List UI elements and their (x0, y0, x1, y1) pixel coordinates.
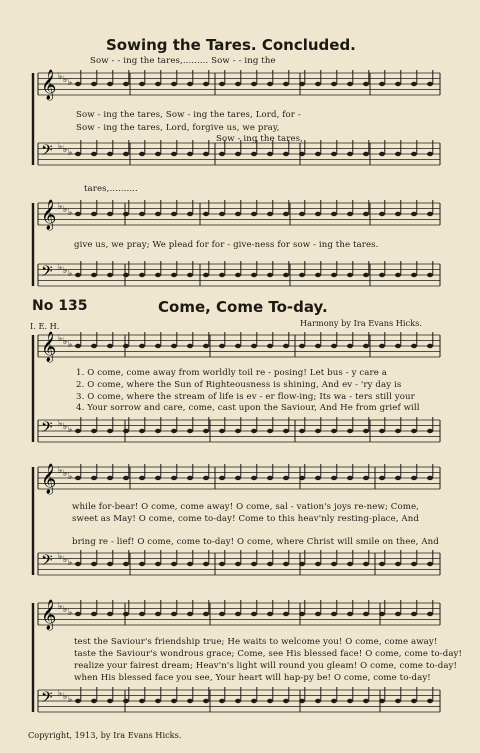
treble-clef-icon: 𝄞 (41, 332, 57, 362)
lyric-line: Sow - ing the tares, Lord, forgive us, we pray, (76, 123, 280, 133)
note-head (171, 612, 177, 616)
note-head (363, 212, 369, 216)
note-head (235, 699, 241, 703)
note-head (219, 82, 225, 86)
note-head (363, 152, 369, 156)
note-head (299, 82, 305, 86)
note-head (91, 344, 97, 348)
treble-clef-icon: 𝄞 (41, 600, 57, 630)
note-head (395, 562, 401, 566)
flat-icon: ♭ (63, 469, 68, 479)
note-head (267, 429, 273, 433)
note-head (251, 562, 257, 566)
note-head (91, 476, 97, 480)
flat-icon: ♭ (63, 337, 68, 347)
note-head (75, 612, 81, 616)
note-head (155, 612, 161, 616)
note-head (203, 82, 209, 86)
note-head (171, 344, 177, 348)
note-head (267, 152, 273, 156)
note-head (331, 82, 337, 86)
note-head (267, 273, 273, 277)
note-head (395, 476, 401, 480)
lyric-line: Sow - ing the tares, (216, 134, 304, 144)
note-head (347, 699, 353, 703)
note-head (155, 562, 161, 566)
note-head (91, 429, 97, 433)
note-head (283, 273, 289, 277)
note-head (411, 699, 417, 703)
note-head (187, 699, 193, 703)
note-head (283, 612, 289, 616)
note-head (203, 612, 209, 616)
note-head (107, 212, 113, 216)
note-head (379, 344, 385, 348)
note-head (331, 152, 337, 156)
note-head (427, 82, 433, 86)
section-title-come: Come, Come To-day. (158, 298, 328, 316)
note-head (331, 699, 337, 703)
note-head (283, 344, 289, 348)
note-head (427, 476, 433, 480)
note-head (315, 82, 321, 86)
flat-icon: ♭ (68, 148, 73, 158)
note-head (299, 476, 305, 480)
note-head (283, 562, 289, 566)
note-head (139, 212, 145, 216)
note-head (411, 476, 417, 480)
note-head (187, 152, 193, 156)
note-head (171, 562, 177, 566)
note-head (107, 562, 113, 566)
note-head (315, 152, 321, 156)
note-head (235, 476, 241, 480)
note-head (235, 612, 241, 616)
note-head (203, 212, 209, 216)
note-head (267, 82, 273, 86)
note-head (379, 429, 385, 433)
note-head (139, 476, 145, 480)
lyric-line: tares,.......... (84, 184, 138, 194)
flat-icon: ♭ (58, 689, 63, 699)
note-head (75, 562, 81, 566)
note-head (411, 429, 417, 433)
note-head (331, 273, 337, 277)
note-head (267, 562, 273, 566)
note-head (123, 476, 129, 480)
note-head (235, 152, 241, 156)
note-head (363, 82, 369, 86)
note-head (139, 273, 145, 277)
verse-line: 4. Your sorrow and care, come, cast upon the Saviour, And He from grief will (76, 403, 420, 413)
note-head (235, 82, 241, 86)
bass-clef-icon: 𝄢 (41, 552, 53, 573)
note-head (411, 562, 417, 566)
note-head (251, 273, 257, 277)
note-head (251, 429, 257, 433)
bass-clef-icon: 𝄢 (41, 689, 53, 710)
note-head (427, 429, 433, 433)
note-head (123, 612, 129, 616)
note-head (395, 82, 401, 86)
flat-icon: ♭ (63, 422, 68, 432)
note-head (427, 212, 433, 216)
note-head (203, 429, 209, 433)
note-head (427, 273, 433, 277)
note-head (379, 152, 385, 156)
note-head (91, 612, 97, 616)
note-head (363, 699, 369, 703)
note-head (187, 429, 193, 433)
note-head (187, 476, 193, 480)
flat-icon: ♭ (58, 466, 63, 476)
note-head (427, 562, 433, 566)
note-head (411, 344, 417, 348)
note-head (219, 699, 225, 703)
note-head (219, 152, 225, 156)
treble-clef-icon: 𝄞 (41, 200, 57, 230)
note-head (395, 612, 401, 616)
note-head (411, 273, 417, 277)
verse-line: test the Saviour's friendship true; He waits to welcome you! O come, come away! (74, 637, 438, 647)
note-head (75, 273, 81, 277)
note-head (347, 212, 353, 216)
flat-icon: ♭ (68, 558, 73, 568)
note-head (235, 562, 241, 566)
note-head (379, 562, 385, 566)
bass-clef-icon: 𝄢 (41, 142, 53, 163)
note-head (107, 273, 113, 277)
note-head (139, 429, 145, 433)
note-head (187, 562, 193, 566)
note-head (91, 273, 97, 277)
hymn-number: No 135 (32, 298, 88, 314)
note-head (171, 82, 177, 86)
note-head (187, 82, 193, 86)
flat-icon: ♭ (68, 695, 73, 705)
note-head (363, 562, 369, 566)
note-head (395, 429, 401, 433)
note-head (347, 429, 353, 433)
note-head (395, 152, 401, 156)
note-head (251, 699, 257, 703)
flat-icon: ♭ (68, 78, 73, 88)
treble-clef-icon: 𝄞 (41, 70, 57, 100)
note-head (395, 699, 401, 703)
note-head (299, 562, 305, 566)
lyric-line: give us, we pray; We plead for for - give-ness for sow - ing the tares. (74, 240, 379, 250)
note-head (411, 82, 417, 86)
note-head (91, 82, 97, 86)
note-head (219, 562, 225, 566)
note-head (219, 476, 225, 480)
note-head (235, 429, 241, 433)
note-head (363, 344, 369, 348)
note-head (123, 429, 129, 433)
flat-icon: ♭ (68, 425, 73, 435)
note-head (139, 82, 145, 86)
flat-icon: ♭ (63, 145, 68, 155)
verse-line: 2. O come, where the Sun of Righteousness is shining, And ev - 'ry day is (76, 380, 402, 390)
note-head (379, 612, 385, 616)
note-head (331, 212, 337, 216)
note-head (107, 82, 113, 86)
note-head (75, 476, 81, 480)
note-head (299, 273, 305, 277)
note-head (299, 699, 305, 703)
bass-clef-icon: 𝄢 (41, 419, 53, 440)
note-head (251, 476, 257, 480)
note-head (363, 476, 369, 480)
flat-icon: ♭ (63, 266, 68, 276)
note-head (107, 612, 113, 616)
note-head (315, 429, 321, 433)
note-head (283, 152, 289, 156)
flat-icon: ♭ (58, 602, 63, 612)
note-head (251, 82, 257, 86)
note-head (75, 82, 81, 86)
note-head (379, 699, 385, 703)
note-head (379, 82, 385, 86)
note-head (315, 612, 321, 616)
note-head (331, 612, 337, 616)
note-head (283, 429, 289, 433)
flat-icon: ♭ (63, 692, 68, 702)
note-head (283, 699, 289, 703)
copyright-notice: Copyright, 1913, by Ira Evans Hicks. (28, 730, 182, 740)
note-head (91, 699, 97, 703)
note-head (107, 344, 113, 348)
note-head (379, 212, 385, 216)
note-head (347, 344, 353, 348)
note-head (155, 82, 161, 86)
note-head (203, 152, 209, 156)
note-head (203, 699, 209, 703)
flat-icon: ♭ (58, 202, 63, 212)
note-head (267, 476, 273, 480)
harmony-credit: Harmony by Ira Evans Hicks. (300, 318, 422, 328)
note-head (363, 429, 369, 433)
note-head (411, 152, 417, 156)
note-head (123, 562, 129, 566)
note-head (155, 429, 161, 433)
note-head (139, 344, 145, 348)
note-head (203, 273, 209, 277)
flat-icon: ♭ (63, 605, 68, 615)
note-head (251, 152, 257, 156)
verse-line: 1. O come, come away from worldly toil re - posing! Let bus - y care a (76, 368, 387, 378)
note-head (107, 476, 113, 480)
flat-icon: ♭ (68, 269, 73, 279)
note-head (155, 344, 161, 348)
note-head (299, 152, 305, 156)
lyric-line: Sow - ing the tares, Sow - ing the tares, Lord, for - (76, 110, 301, 120)
verse-line: when His blessed face you see, Your heart will hap-py be! O come, come to-day! (74, 673, 431, 683)
flat-icon: ♭ (68, 472, 73, 482)
note-head (155, 212, 161, 216)
note-head (283, 82, 289, 86)
note-head (347, 612, 353, 616)
note-head (315, 273, 321, 277)
note-head (155, 152, 161, 156)
note-head (347, 476, 353, 480)
flat-icon: ♭ (68, 608, 73, 618)
note-head (347, 562, 353, 566)
note-head (139, 562, 145, 566)
note-head (155, 699, 161, 703)
note-head (75, 344, 81, 348)
note-head (187, 344, 193, 348)
note-head (155, 273, 161, 277)
note-head (411, 612, 417, 616)
note-head (315, 212, 321, 216)
note-head (315, 344, 321, 348)
note-head (75, 152, 81, 156)
note-head (299, 612, 305, 616)
flat-icon: ♭ (58, 72, 63, 82)
flat-icon: ♭ (68, 340, 73, 350)
note-head (315, 699, 321, 703)
note-head (331, 476, 337, 480)
note-head (91, 212, 97, 216)
note-head (379, 476, 385, 480)
verse-line: sweet as May! O come, come to-day! Come to this heav'nly resting-place, And (72, 514, 419, 524)
flat-icon: ♭ (63, 555, 68, 565)
note-head (91, 562, 97, 566)
flat-icon: ♭ (58, 263, 63, 273)
note-head (75, 699, 81, 703)
note-head (219, 212, 225, 216)
note-head (251, 612, 257, 616)
note-head (395, 212, 401, 216)
note-head (123, 152, 129, 156)
note-head (267, 344, 273, 348)
note-head (171, 699, 177, 703)
note-head (171, 273, 177, 277)
treble-clef-icon: 𝄞 (41, 464, 57, 494)
note-head (299, 212, 305, 216)
note-head (75, 212, 81, 216)
note-head (139, 152, 145, 156)
note-head (411, 212, 417, 216)
note-head (139, 612, 145, 616)
note-head (347, 152, 353, 156)
meter-label: I. E. H. (30, 321, 60, 331)
bass-clef-icon: 𝄢 (41, 263, 53, 284)
note-head (171, 429, 177, 433)
note-head (187, 612, 193, 616)
flat-icon: ♭ (58, 552, 63, 562)
note-head (267, 699, 273, 703)
note-head (283, 476, 289, 480)
note-head (363, 273, 369, 277)
note-head (347, 273, 353, 277)
note-head (427, 699, 433, 703)
note-head (203, 476, 209, 480)
note-head (235, 273, 241, 277)
section-title-sowing: Sowing the Tares. Concluded. (106, 36, 356, 54)
note-head (203, 344, 209, 348)
verse-line: realize your fairest dream; Heav'n's light will round you gleam! O come, come to-day! (74, 661, 458, 671)
note-head (219, 429, 225, 433)
flat-icon: ♭ (63, 75, 68, 85)
note-head (123, 212, 129, 216)
note-head (219, 612, 225, 616)
note-head (75, 429, 81, 433)
note-head (427, 612, 433, 616)
note-head (299, 344, 305, 348)
note-head (267, 612, 273, 616)
note-head (91, 152, 97, 156)
note-head (347, 82, 353, 86)
note-head (123, 699, 129, 703)
note-head (107, 429, 113, 433)
note-head (219, 273, 225, 277)
note-head (395, 273, 401, 277)
note-head (219, 344, 225, 348)
note-head (363, 612, 369, 616)
note-head (171, 152, 177, 156)
note-head (315, 562, 321, 566)
note-head (267, 212, 273, 216)
note-head (331, 344, 337, 348)
note-head (235, 344, 241, 348)
flat-icon: ♭ (68, 208, 73, 218)
flat-icon: ♭ (58, 142, 63, 152)
note-head (203, 562, 209, 566)
note-head (299, 429, 305, 433)
note-head (123, 344, 129, 348)
note-head (171, 476, 177, 480)
note-head (427, 344, 433, 348)
lyric-line: Sow - - ing the tares,......... Sow - - ing the (90, 56, 276, 66)
note-head (235, 212, 241, 216)
note-head (107, 152, 113, 156)
note-head (379, 273, 385, 277)
note-head (283, 212, 289, 216)
flat-icon: ♭ (58, 334, 63, 344)
verse-line: bring re - lief! O come, come to-day! O come, where Christ will smile on thee, And (72, 537, 439, 547)
flat-icon: ♭ (63, 205, 68, 215)
note-head (171, 212, 177, 216)
note-head (123, 82, 129, 86)
note-head (251, 212, 257, 216)
verse-line: 3. O come, where the stream of life is ev - er flow-ing; Its wa - ters still your (76, 392, 415, 402)
note-head (251, 344, 257, 348)
note-head (395, 344, 401, 348)
flat-icon: ♭ (58, 419, 63, 429)
note-head (315, 476, 321, 480)
verse-line: taste the Saviour's wondrous grace; Come, see His blessed face! O come, come to-day! (74, 649, 463, 659)
verse-line: while for-bear! O come, come away! O come, sal - vation's joys re-new; Come, (72, 502, 419, 512)
note-head (139, 699, 145, 703)
note-head (123, 273, 129, 277)
note-head (427, 152, 433, 156)
note-head (155, 476, 161, 480)
note-head (107, 699, 113, 703)
note-head (331, 429, 337, 433)
note-head (187, 212, 193, 216)
note-head (187, 273, 193, 277)
note-head (331, 562, 337, 566)
